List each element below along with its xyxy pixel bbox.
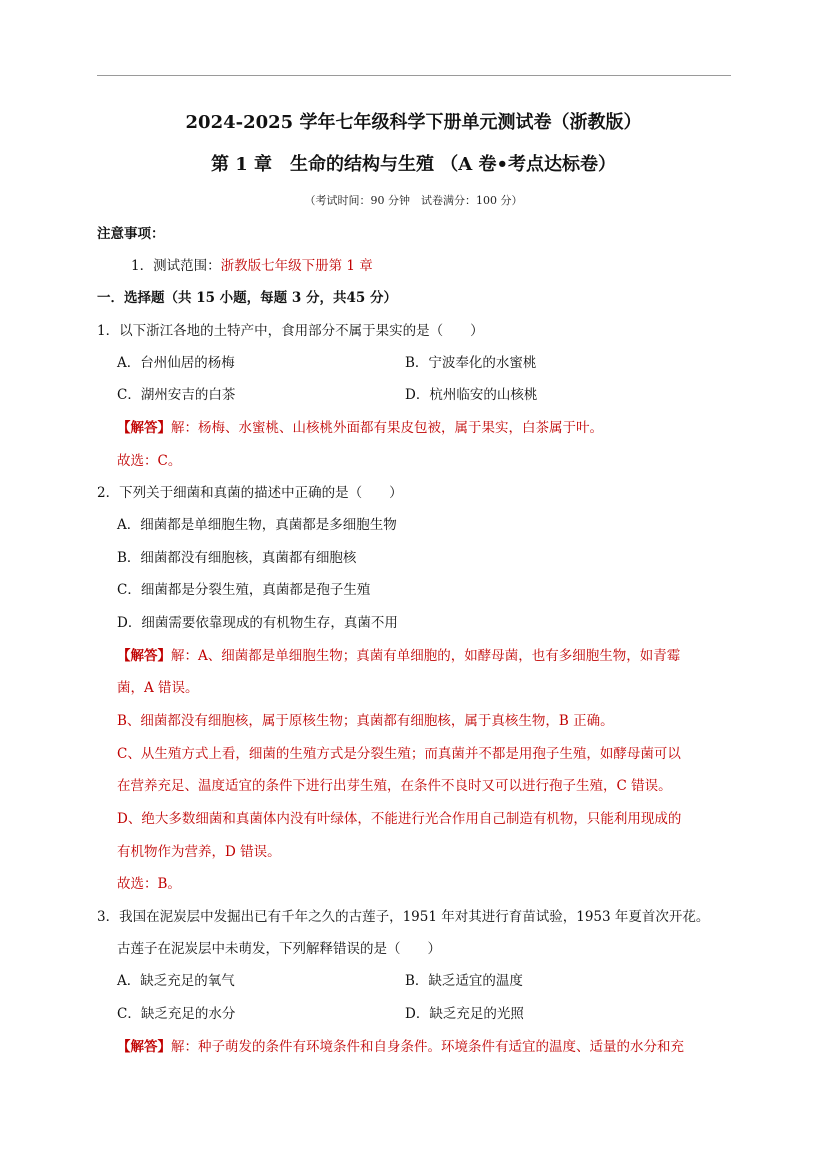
question-3-option-d: D．缺乏充足的光照 [405,1006,524,1022]
question-1-stem: 1．以下浙江各地的土特产中，食用部分不属于果实的是（ ） [97,323,484,339]
question-2-answer-a-line1 [117,646,680,666]
notes-item-1-scope: 浙教版七年级下册第 1 章 [220,258,373,274]
question-2-option-c: C．细菌都是分裂生殖，真菌都是孢子生殖 [117,582,371,598]
question-1-option-c: C．湖州安吉的白茶 [117,387,236,403]
question-2-answer-a-line2: 菌，A 错误。 [117,680,199,696]
question-2-answer-d-line2: 有机物作为营养，D 错误。 [117,844,281,860]
question-2-option-d: D．细菌需要依靠现成的有机物生存，真菌不用 [117,615,398,631]
question-1-option-a: A．台州仙居的杨梅 [117,355,235,371]
notes-item-1-prefix: 1．测试范围： [131,258,221,274]
document-title: 2024-2025 学年七年级科学下册单元测试卷（浙教版） [185,112,642,133]
section-heading: 一．选择题（共 15 小题，每题 3 分，共45 分） [97,290,397,306]
question-2-option-a: A．细菌都是单细胞生物，真菌都是多细胞生物 [117,517,397,533]
question-3-option-b: B．缺乏适宜的温度 [405,973,523,989]
header-rule [97,75,731,76]
question-2-option-b: B．细菌都没有细胞核，真菌都有细胞核 [117,550,357,566]
question-1-option-b: B．宁波奉化的水蜜桃 [405,355,537,371]
question-3-answer [117,1037,684,1057]
notes-item-1 [131,256,373,276]
question-2-answer-b: B、细菌都没有细胞核，属于原核生物；真菌都有细胞核，属于真核生物，B 正确。 [117,713,614,729]
answer-text: 解：种子萌发的条件有环境条件和自身条件。环境条件有适宜的温度、适量的水分和充 [171,1039,684,1055]
question-1-answer [117,418,603,438]
question-2-answer-c-line2: 在营养充足、温度适宜的条件下进行出芽生殖，在条件不良时又可以进行孢子生殖，C 错误。 [117,778,672,794]
question-3-option-a: A．缺乏充足的氧气 [117,973,235,989]
question-2-stem: 2．下列关于细菌和真菌的描述中正确的是（ ） [97,485,403,501]
question-2-conclusion: 故选：B。 [117,876,181,892]
question-2-answer-d-line1: D、绝大多数细菌和真菌体内没有叶绿体，不能进行光合作用自己制造有机物，只能利用现成的 [117,811,682,827]
answer-text: 解：A、细菌都是单细胞生物；真菌有单细胞的，如酵母菌，也有多细胞生物，如青霉 [171,648,681,664]
answer-tag: 【解答】 [117,420,171,436]
answer-text: 解：杨梅、水蜜桃、山核桃外面都有果皮包被，属于果实，白茶属于叶。 [171,420,603,436]
question-1-option-d: D．杭州临安的山核桃 [405,387,538,403]
question-3-stem-line2: 古莲子在泥炭层中未萌发，下列解释错误的是（ ） [117,941,441,957]
chapter-title: 第 1 章 生命的结构与生殖 （A 卷•考点达标卷） [210,154,617,175]
notes-heading: 注意事项： [97,226,165,242]
exam-info: （考试时间：90 分钟 试卷满分：100 分） [304,194,523,207]
question-3-stem-line1: 3．我国在泥炭层中发掘出已有千年之久的古莲子，1951 年对其进行育苗试验，1953 年夏首次开花。 [97,909,710,925]
answer-tag: 【解答】 [117,648,171,664]
question-3-option-c: C．缺乏充足的水分 [117,1006,236,1022]
answer-tag: 【解答】 [117,1039,171,1055]
question-2-answer-c-line1: C、从生殖方式上看，细菌的生殖方式是分裂生殖；而真菌并不都是用孢子生殖，如酵母菌可以 [117,746,681,762]
question-1-conclusion: 故选：C。 [117,453,182,469]
